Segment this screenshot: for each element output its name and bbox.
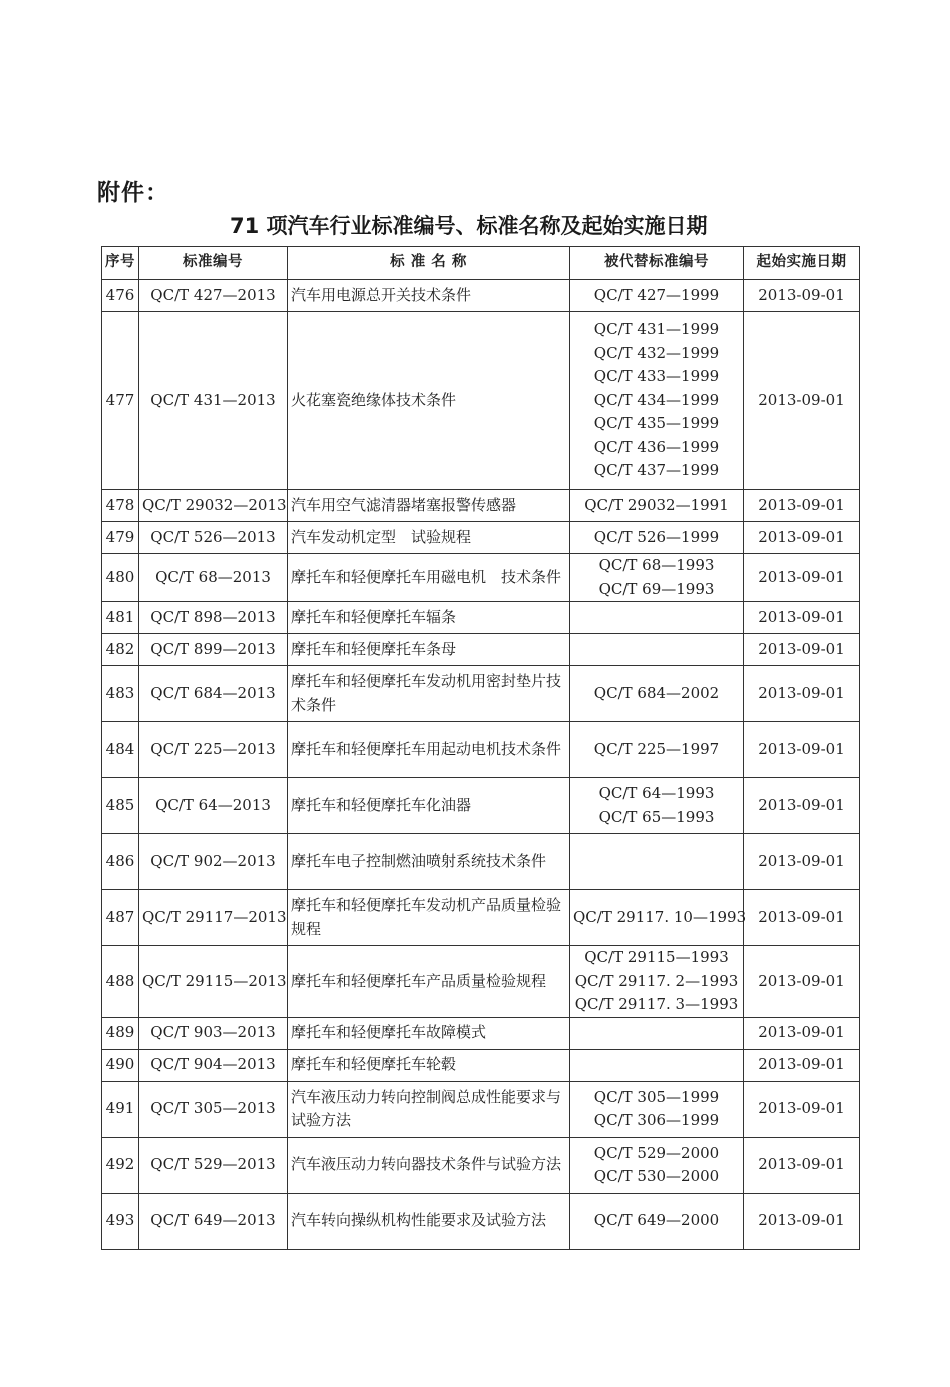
standard-name: 摩托车和轻便摩托车辐条 [288,602,570,634]
column-header-replaced: 被代替标准编号 [570,247,744,280]
replaced-standard-code: QC/T 65—1993 [598,807,715,826]
standard-name: 汽车液压动力转向器技术条件与试验方法 [288,1137,570,1193]
table-row [102,1137,860,1193]
standard-code: QC/T 903—2013 [139,1017,288,1049]
standard-name: 摩托车和轻便摩托车发动机用密封垫片技术条件 [288,666,570,722]
replaced-standard-code: QC/T 225—1997 [593,739,720,758]
effective-date: 2013-09-01 [744,280,860,312]
row-number: 482 [102,634,139,666]
row-number: 488 [102,946,139,1018]
replaced-standards [570,1137,744,1193]
table-row [102,522,860,554]
replaced-standard-code: QC/T 29115—1993 [584,948,729,966]
replaced-standards [570,1017,744,1049]
replaced-standards [570,602,744,634]
replaced-standard-code: QC/T 684—2002 [593,683,720,702]
row-number: 477 [102,312,139,490]
standard-code: QC/T 529—2013 [139,1137,288,1193]
replaced-standards [570,666,744,722]
effective-date: 2013-09-01 [744,1017,860,1049]
effective-date: 2013-09-01 [744,890,860,946]
standard-code: QC/T 899—2013 [139,634,288,666]
effective-date: 2013-09-01 [744,602,860,634]
table-row [102,634,860,666]
table-row [102,490,860,522]
row-number: 478 [102,490,139,522]
row-number: 492 [102,1137,139,1193]
standard-name: 摩托车和轻便摩托车轮毂 [288,1049,570,1081]
replaced-standards [570,946,744,1018]
column-header-code: 标准编号 [139,247,288,280]
replaced-standard-code: QC/T 69—1993 [598,579,715,598]
standard-name: 摩托车和轻便摩托车用起动电机技术条件 [288,722,570,778]
replaced-standards [570,1193,744,1249]
effective-date: 2013-09-01 [744,666,860,722]
standard-code: QC/T 431—2013 [139,312,288,490]
standard-code: QC/T 225—2013 [139,722,288,778]
replaced-standards [570,1049,744,1081]
column-header-name: 标 准 名 称 [288,247,570,280]
standard-name: 摩托车和轻便摩托车化油器 [288,778,570,834]
standard-code: QC/T 902—2013 [139,834,288,890]
replaced-standards [570,778,744,834]
row-number: 485 [102,778,139,834]
table-row [102,834,860,890]
replaced-standard-code: QC/T 68—1993 [598,556,715,574]
standard-name: 摩托车电子控制燃油喷射系统技术条件 [288,834,570,890]
effective-date: 2013-09-01 [744,778,860,834]
replaced-standards [570,312,744,490]
standard-code: QC/T 64—2013 [139,778,288,834]
document-title: 71 项汽车行业标准编号、标准名称及起始实施日期 [230,214,708,238]
standard-code: QC/T 305—2013 [139,1081,288,1137]
table-row [102,722,860,778]
standard-name: 摩托车和轻便摩托车产品质量检验规程 [288,946,570,1018]
table-row [102,778,860,834]
replaced-standards [570,890,747,946]
replaced-standard-code: QC/T 427—1999 [593,285,720,304]
table-row [102,1193,860,1249]
table-row [102,1081,860,1137]
replaced-standard-code: QC/T 436—1999 [593,437,720,456]
attachment-label: 附件： [97,180,169,206]
standard-name: 火花塞瓷绝缘体技术条件 [288,312,570,490]
replaced-standard-code: QC/T 29032—1991 [584,495,729,514]
row-number: 484 [102,722,139,778]
effective-date: 2013-09-01 [744,946,860,1018]
replaced-standard-code: QC/T 29117. 3—1993 [574,995,739,1013]
replaced-standard-code: QC/T 526—1999 [593,527,720,546]
row-number: 491 [102,1081,139,1137]
row-number: 479 [102,522,139,554]
effective-date: 2013-09-01 [744,834,860,890]
replaced-standards [570,1081,744,1137]
effective-date: 2013-09-01 [744,634,860,666]
table-row [102,280,860,312]
replaced-standard-code: QC/T 29117. 2—1993 [574,971,739,990]
standard-code: QC/T 904—2013 [139,1049,288,1081]
standard-name: 汽车转向操纵机构性能要求及试验方法 [288,1193,570,1249]
replaced-standard-code: QC/T 305—1999 [593,1087,720,1106]
table-row [102,666,860,722]
row-number: 487 [102,890,139,946]
replaced-standards [570,280,744,312]
standards-table [101,246,860,1250]
effective-date: 2013-09-01 [744,1049,860,1081]
row-number: 493 [102,1193,139,1249]
replaced-standard-code: QC/T 432—1999 [593,343,720,362]
table-row [102,946,860,1018]
table-row [102,554,860,602]
replaced-standard-code: QC/T 29117. 10—1993 [573,907,747,926]
standard-name: 摩托车和轻便摩托车发动机产品质量检验规程 [288,890,570,946]
row-number: 490 [102,1049,139,1081]
table-row [102,1017,860,1049]
replaced-standard-code: QC/T 437—1999 [593,461,720,480]
replaced-standard-code: QC/T 306—1999 [593,1111,720,1129]
effective-date: 2013-09-01 [744,490,860,522]
standard-code: QC/T 29032—2013 [139,490,288,522]
replaced-standard-code: QC/T 434—1999 [593,390,720,409]
standard-code: QC/T 68—2013 [139,554,288,602]
table-row [102,602,860,634]
effective-date: 2013-09-01 [744,1081,860,1137]
standard-code: QC/T 427—2013 [139,280,288,312]
standard-name: 摩托车和轻便摩托车条母 [288,634,570,666]
table-row [102,1049,860,1081]
replaced-standards [570,634,744,666]
effective-date: 2013-09-01 [744,312,860,490]
replaced-standard-code: QC/T 433—1999 [593,367,720,386]
effective-date: 2013-09-01 [744,554,860,602]
replaced-standard-code: QC/T 530—2000 [593,1167,720,1185]
row-number: 483 [102,666,139,722]
standard-code: QC/T 649—2013 [139,1193,288,1249]
replaced-standards [570,722,744,778]
standard-name: 摩托车和轻便摩托车故障模式 [288,1017,570,1049]
standard-name: 摩托车和轻便摩托车用磁电机 技术条件 [288,554,570,602]
effective-date: 2013-09-01 [744,1193,860,1249]
replaced-standards [570,834,744,890]
row-number: 476 [102,280,139,312]
column-header-no: 序号 [102,247,139,280]
standard-name: 汽车发动机定型 试验规程 [288,522,570,554]
row-number: 480 [102,554,139,602]
table-header-row [102,247,860,280]
standard-code: QC/T 898—2013 [139,602,288,634]
standard-code: QC/T 526—2013 [139,522,288,554]
standard-name: 汽车用电源总开关技术条件 [288,280,570,312]
effective-date: 2013-09-01 [744,522,860,554]
replaced-standard-code: QC/T 649—2000 [593,1211,720,1230]
standard-name: 汽车液压动力转向控制阀总成性能要求与试验方法 [288,1081,570,1137]
replaced-standard-code: QC/T 529—2000 [593,1143,720,1162]
replaced-standards [570,554,744,602]
row-number: 489 [102,1017,139,1049]
replaced-standard-code: QC/T 64—1993 [598,784,715,802]
standard-code: QC/T 29117—2013 [139,890,288,946]
standard-name: 汽车用空气滤清器堵塞报警传感器 [288,490,570,522]
replaced-standards [570,490,744,522]
replaced-standard-code: QC/T 431—1999 [593,320,720,339]
row-number: 486 [102,834,139,890]
replaced-standards [570,522,744,554]
standard-code: QC/T 29115—2013 [139,946,288,1018]
row-number: 481 [102,602,139,634]
table-body [102,280,860,1250]
table-row [102,890,860,946]
table-row [102,312,860,490]
column-header-date: 起始实施日期 [744,247,860,280]
replaced-standard-code: QC/T 435—1999 [593,414,720,433]
effective-date: 2013-09-01 [744,722,860,778]
standard-code: QC/T 684—2013 [139,666,288,722]
effective-date: 2013-09-01 [744,1137,860,1193]
